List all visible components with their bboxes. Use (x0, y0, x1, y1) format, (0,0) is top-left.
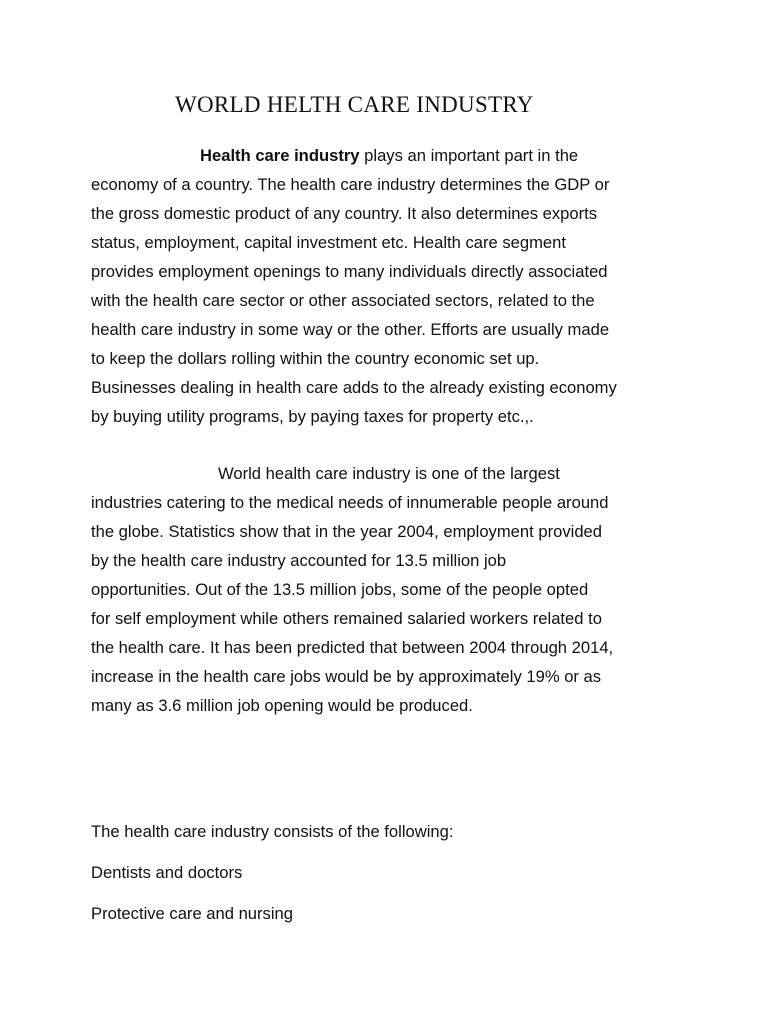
paragraph-1-line-1-text: plays an important part in the (359, 146, 579, 165)
paragraph-1-line: with the health care sector or other associated sectors, related to the (91, 291, 595, 310)
paragraph-2 (91, 459, 691, 720)
paragraph-2-line: opportunities. Out of the 13.5 million jobs, some of the people opted (91, 580, 589, 599)
paragraph-2-line: the globe. Statistics show that in the year 2004, employment provided (91, 522, 603, 541)
list-intro: The health care industry consists of the following: (91, 822, 454, 841)
list-item: Protective care and nursing (91, 904, 294, 923)
paragraph-2-line: for self employment while others remained salaried workers related to (91, 609, 602, 628)
paragraph-2-line: increase in the health care jobs would be by approximately 19% or as (91, 667, 602, 686)
paragraph-2-line: industries catering to the medical needs of innumerable people around (91, 493, 609, 512)
paragraph-1-line: Businesses dealing in health care adds to the already existing economy (91, 378, 617, 397)
paragraph-1 (91, 141, 691, 431)
document-title: WORLD HELTH CARE INDUSTRY (175, 92, 534, 117)
list-item: Dentists and doctors (91, 863, 243, 882)
paragraph-2-line: by the health care industry accounted for 13.5 million job (91, 551, 507, 570)
industry-list (91, 858, 293, 940)
paragraph-1-lead-bold: Health care industry (200, 146, 360, 165)
paragraph-2-line: many as 3.6 million job opening would be produced. (91, 696, 473, 715)
paragraph-1-line: status, employment, capital investment etc. Health care segment (91, 233, 566, 252)
paragraph-1-line: economy of a country. The health care industry determines the GDP or (91, 175, 610, 194)
paragraph-2-line: the health care. It has been predicted that between 2004 through 2014, (91, 638, 614, 657)
paragraph-1-line: health care industry in some way or the other. Efforts are usually made (91, 320, 610, 339)
paragraph-1-line: to keep the dollars rolling within the country economic set up. (91, 349, 540, 368)
paragraph-2-line: World health care industry is one of the largest (218, 464, 560, 483)
paragraph-1-line-1 (91, 141, 691, 170)
paragraph-1-line: the gross domestic product of any country. It also determines exports (91, 204, 598, 223)
paragraph-1-line: provides employment openings to many individuals directly associated (91, 262, 608, 281)
paragraph-1-line: by buying utility programs, by paying taxes for property etc.,. (91, 407, 534, 426)
